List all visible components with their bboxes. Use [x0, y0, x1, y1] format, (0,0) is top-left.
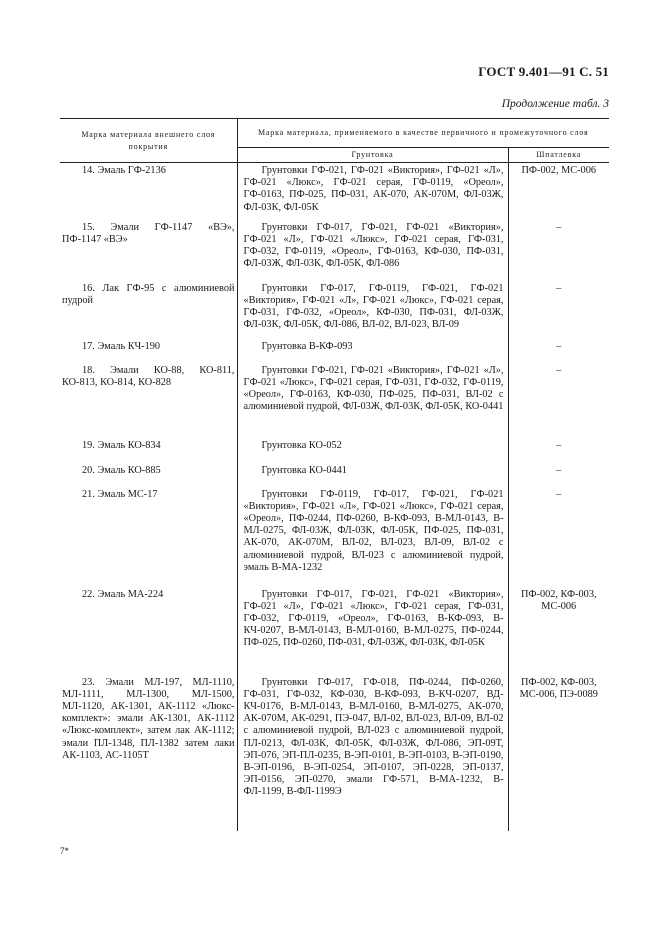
material-cell: 23. Эмали МЛ-197, МЛ-1110, МЛ-1111, МЛ-1300, МЛ-1500, МЛ-1120, АК-1301, АК-1112 «Люкс-комплект»: эмали АК-1301, АК-1112 «Люкс-комплект», затем лак АК-1112; эмали ПЛ-1348, ПЛ-1382 затем лаки АК-1103, АС-1105Т: [60, 675, 237, 831]
material-cell: 14. Эмаль ГФ-2136: [60, 163, 237, 220]
putty-cell: ПФ-002, МС-006: [521, 165, 596, 176]
putty-cell: –: [556, 282, 562, 294]
primer-cell: Грунтовки ГФ-017, ГФ-0119, ГФ-021, ГФ-021 «Виктория», ГФ-021 «Л», ГФ-021 «Люкс», ГФ-021 серая, ГФ-031, ГФ-032, «Ореол», КФ-030, ПФ-031, ФЛ-03Ж, ФЛ-03К, ФЛ-05К, ФЛ-086, ВЛ-02, ВЛ-023, ВЛ-09: [237, 281, 508, 339]
material-cell: 16. Лак ГФ-95 с алюминиевой пудрой: [60, 281, 237, 339]
material-cell: 18. Эмали КО-88, КО-811, КО-813, КО-814, КО-828: [60, 363, 237, 438]
materials-table-container: [60, 118, 609, 831]
material-cell: 22. Эмаль МА-224: [60, 587, 237, 675]
header-outer-material: Марка материала внешнего слоя покрытия: [60, 119, 237, 163]
primer-cell: Грунтовка КО-052: [237, 438, 508, 463]
putty-cell: –: [556, 488, 562, 500]
putty-cell: –: [556, 221, 562, 233]
header-putty: Шпатлевка: [508, 148, 609, 163]
putty-cell: –: [556, 364, 562, 376]
primer-cell: Грунтовки ГФ-021, ГФ-021 «Виктория», ГФ-021 «Л», ГФ-021 «Люкс», ГФ-021 серая, ГФ-031, ГФ-032, ГФ-0119, «Ореол», ГФ-0163, КФ-030, ПФ-025, ПФ-031, ВЛ-02 с алюминиевой пудрой, ФЛ-03Ж, ФЛ-03К, ФЛ-05К, КО-0441: [237, 363, 508, 438]
material-cell: 19. Эмаль КО-834: [60, 438, 237, 463]
material-cell: 21. Эмаль МС-17: [60, 487, 237, 587]
primer-cell: Грунтовки ГФ-017, ГФ-021, ГФ-021 «Виктория», ГФ-021 «Л», ГФ-021 «Люкс», ГФ-021 серая, ГФ-031, ГФ-032, ГФ-0119, «Ореол», ГФ-0163, В-КФ-093, В-КЧ-0207, В-МЛ-0143, В-МЛ-0160, В-МЛ-0275, ПФ-0244, ПФ-025, ПФ-0260, ПФ-031, ФЛ-03Ж, ФЛ-03К, ФЛ-05К: [237, 587, 508, 675]
header-primer-group: Марка материала, применяемого в качестве первичного и промежуточного слоя: [237, 119, 609, 148]
table-row: [60, 487, 609, 587]
putty-cell: ПФ-002, КФ-003, МС-006: [520, 588, 597, 612]
putty-cell: ПФ-002, КФ-003, МС-006, ПЭ-0089: [519, 676, 598, 700]
material-cell: 20. Эмаль КО-885: [60, 463, 237, 487]
table-row: [60, 220, 609, 281]
table-caption: Продолжение табл. 3: [501, 98, 609, 110]
header-primer: Грунтовка: [237, 148, 508, 163]
table-row: [60, 587, 609, 675]
table-row: [60, 163, 609, 220]
table-row: [60, 281, 609, 339]
table-row: [60, 339, 609, 363]
material-cell: 17. Эмаль КЧ-190: [60, 339, 237, 363]
putty-cell: –: [556, 439, 562, 451]
primer-cell: Грунтовки ГФ-0119, ГФ-017, ГФ-021, ГФ-021 «Виктория», ГФ-021 «Л», ГФ-021 «Люкс», ГФ-021 серая, «Ореол», ПФ-0244, ПФ-0260, В-КФ-093, В-МЛ-0143, В-МЛ-0275, ФЛ-03Ж, ФЛ-03К, ФЛ-05К, ПФ-025, ПФ-031, АК-070, АК-070М, ВЛ-02, ВЛ-023, ВЛ-09, ВЛ-02 с алюминиевой пудрой, ВЛ-023 с алюминиевой пудрой, эмаль В-МА-1232: [237, 487, 508, 587]
table-row: [60, 438, 609, 463]
primer-cell: Грунтовки ГФ-017, ГФ-021, ГФ-021 «Виктория», ГФ-021 «Л», ГФ-021 «Люкс», ГФ-021 серая, ГФ-031, ГФ-032, ГФ-0119, «Ореол», ГФ-0163, КФ-030, ПФ-031, ФЛ-03Ж, ФЛ-03К, ФЛ-05К, ФЛ-086: [237, 220, 508, 281]
table-row: [60, 675, 609, 831]
putty-cell: –: [556, 340, 562, 352]
table-row: [60, 463, 609, 487]
page-header: ГОСТ 9.401—91 С. 51: [478, 64, 609, 79]
material-cell: 15. Эмали ГФ-1147 «ВЭ», ПФ-1147 «ВЭ»: [60, 220, 237, 281]
primer-cell: Грунтовка КО-0441: [237, 463, 508, 487]
table-row: [60, 363, 609, 438]
primer-cell: Грунтовки ГФ-017, ГФ-018, ПФ-0244, ПФ-0260, ГФ-031, ГФ-032, КФ-030, В-КФ-093, В-КЧ-0207, ВД-КЧ-0176, В-МЛ-0143, В-МЛ-0160, В-МЛ-0275, АК-070, АК-070М, АК-0291, ПЭ-047, ВЛ-02, ВЛ-023, ВЛ-09, ВЛ-02 с алюминиевой пудрой, ВЛ-023 с алюминиевой пудрой, ПЛ-0213, ФЛ-03К, ФЛ-05К, ФЛ-03Ж, ФЛ-086, ЭП-09Т, ЭП-076, ЭП-ПЛ-0235, В-ЭП-0101, В-ЭП-0103, В-ЭП-0190, В-ЭП-0196, В-ЭП-0254, ЭП-0107, ЭП-0228, ЭП-0137, ЭП-0156, ЭП-0270, эмали ГФ-571, В-МА-1232, В-ФЛ-1199, В-ФЛ-1199Э: [237, 675, 508, 831]
primer-cell: Грунтовка В-КФ-093: [237, 339, 508, 363]
materials-table: [60, 118, 609, 831]
primer-cell: Грунтовки ГФ-021, ГФ-021 «Виктория», ГФ-021 «Л», ГФ-021 «Люкс», ГФ-021 серая, ГФ-0119, «Ореол», ГФ-0163, ПФ-025, ПФ-031, АК-070, АК-070М, ФЛ-03Ж, ФЛ-03К, ФЛ-05К: [237, 163, 508, 220]
putty-cell: –: [556, 464, 562, 476]
page-footer: 7*: [60, 846, 69, 856]
